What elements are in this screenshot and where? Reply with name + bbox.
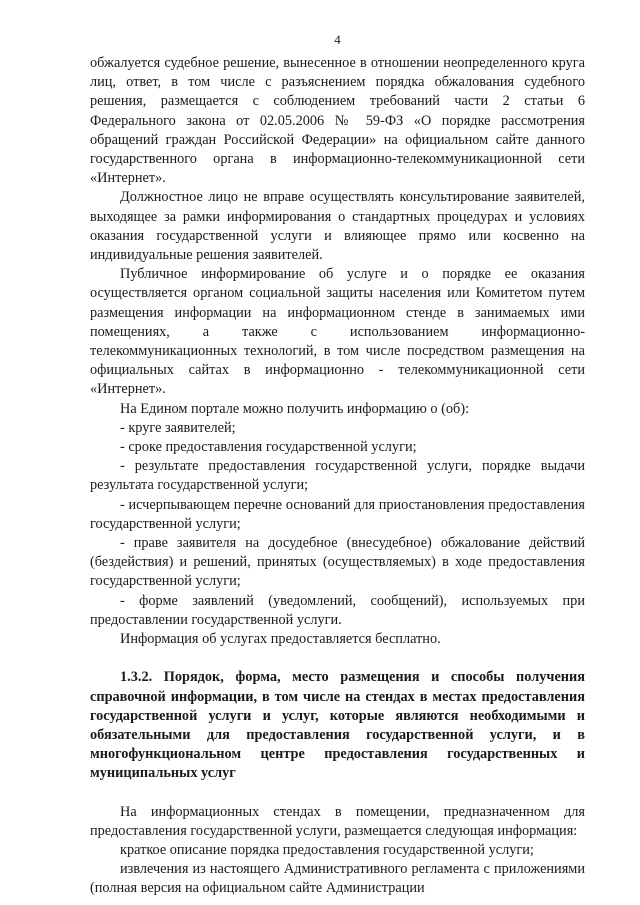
list-item-applicants: - круге заявителей;: [120, 419, 236, 436]
list-item-suspension-grounds: - исчерпывающем перечне оснований для приостановления предоставления государственной услуги;: [90, 496, 585, 532]
paragraph-portal-info-intro: На Едином портале можно получить информацию о (об):: [120, 400, 470, 417]
list-item-term: - сроке предоставления государственной услуги;: [120, 439, 417, 456]
list-item-appeal-right: - праве заявителя на досудебное (внесудебное) обжалование действий (бездействия) и решений, принятых (осуществляемых) в ходе предоставления государственной услуги;: [90, 535, 585, 590]
list-item-result: - результате предоставления государственной услуги, порядке выдачи результата государственной услуги;: [90, 458, 585, 494]
paragraph-info-stands: На информационных стендах в помещении, предназначенном для предоставления государственной услуги, размещается следующая информация:: [90, 803, 585, 839]
paragraph-brief-description: краткое описание порядка предоставления государственной услуги;: [120, 841, 534, 858]
spacer: [90, 784, 585, 803]
section-heading-1-3-2: 1.3.2. Порядок, форма, место размещения и способы получения справочной информации, в том числе на стендах в местах предоставления государственной услуги и услуг, которые являются необходимыми и обязательными для предоставления государственной услуги, и в многофункциональном центре предоставления государственных и муниципальных услуг: [90, 669, 585, 782]
paragraph-regulation-extracts: извлечения из настоящего Административного регламента с приложениями (полная версия на официальном сайте Администрации: [90, 861, 585, 897]
paragraph-judicial-decision: обжалуется судебное решение, вынесенное в отношении неопределенного круга лиц, ответ, в том числе с разъяснением порядка обжалования судебного решения, размещается с соблюдением требований части 2 статьи 6 Федерального закона от 02.05.2006 № 59-ФЗ «О порядке рассмотрения обращений граждан Российской Федерации» на официальном сайте данного государственного органа в информационно-телекоммуникационной сети «Интернет».: [90, 55, 585, 187]
paragraph-public-informing: Публичное информирование об услуге и о порядке ее оказания осуществляется органом социальной защиты населения или Комитетом путем размещения информации на информационном стенде в занимаемых ими помещениях, а также с использованием информационно-телекоммуникационных технологий, в том числе посредством размещения на официальных сайтах в информационно - телекоммуникационной сети «Интернет».: [90, 266, 585, 398]
paragraph-free-of-charge: Информация об услугах предоставляется бесплатно.: [120, 631, 441, 648]
page-number: 4: [334, 32, 341, 47]
paragraph-official-consulting: Должностное лицо не вправе осуществлять консультирование заявителей, выходящее за рамки информирования о стандартных процедурах и условиях оказания государственной услуги и влияющее прямо или косвенно на индивидуальные решения заявителей.: [90, 189, 585, 264]
spacer: [90, 649, 585, 668]
list-item-application-forms: - форме заявлений (уведомлений, сообщений), используемых при предоставлении государственной услуги.: [90, 592, 585, 628]
